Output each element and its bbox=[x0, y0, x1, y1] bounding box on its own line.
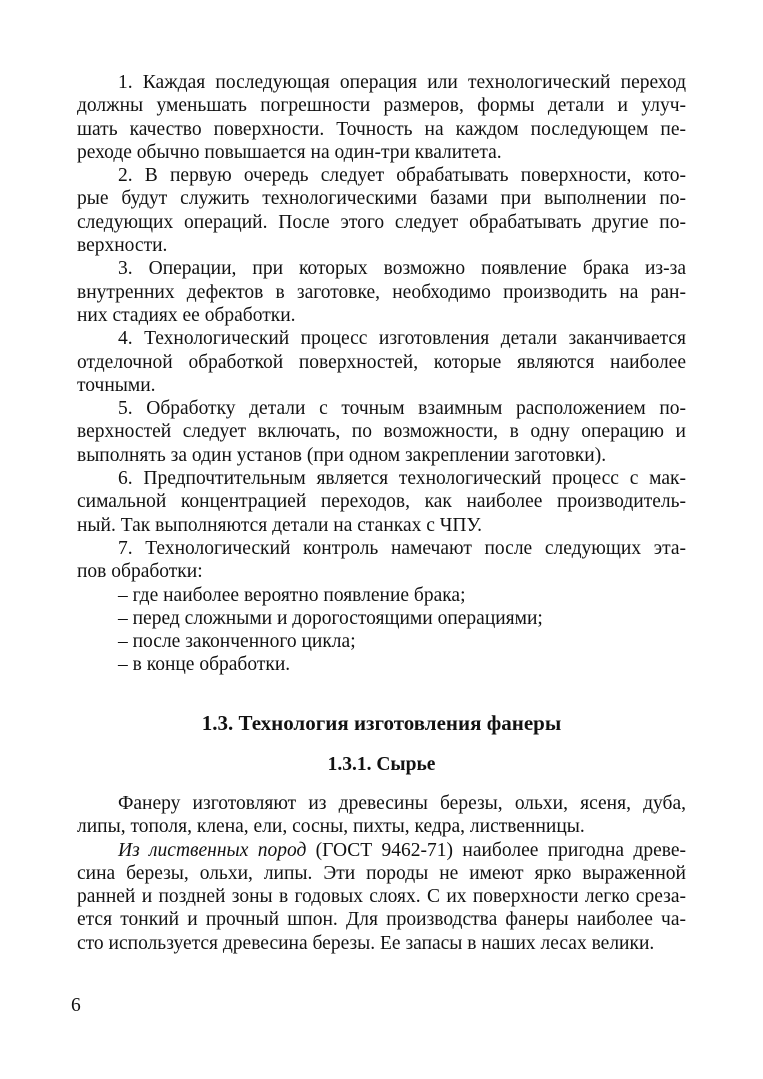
text-line: 6. Предпочтительным является технологический процесс с мак- bbox=[118, 468, 686, 490]
text-line: верхностей следует включать, по возможности, в одну операцию и bbox=[77, 421, 686, 443]
list-item: – перед сложными и дорогостоящими операциями; bbox=[118, 607, 543, 629]
text-line: точными. bbox=[77, 374, 156, 396]
italic-term: Из лиственных пород bbox=[118, 839, 307, 861]
technology-rules-list bbox=[77, 71, 686, 677]
text-line: шать качество поверхности. Точность на каждом последующем пе- bbox=[77, 118, 686, 140]
text-line: реходе обычно повышается на один-три квалитета. bbox=[77, 141, 502, 163]
text-line: выполнять за один установ (при одном закреплении заготовки). bbox=[77, 444, 607, 466]
subsection-heading: 1.3.1. Сырье bbox=[327, 754, 436, 775]
text-line: сина березы, ольхи, липы. Эти породы не имеют ярко выраженной bbox=[77, 862, 686, 884]
list-item: – в конце обработки. bbox=[118, 654, 291, 676]
list-item: – где наиболее вероятно появление брака; bbox=[118, 584, 466, 606]
list-item: – после законченного цикла; bbox=[118, 631, 356, 653]
text-line: ранней и поздней зоны в годовых слоях. С их поверхности легко среза- bbox=[77, 886, 686, 908]
text-line: ный. Так выполняются детали на станках с ЧПУ. bbox=[77, 514, 483, 536]
text-line: 1. Каждая последующая операция или технологический переход bbox=[118, 72, 686, 93]
raw-materials-text bbox=[77, 792, 686, 955]
text-line: внутренних дефектов в заготовке, необходимо производить на ран- bbox=[77, 281, 686, 303]
text-line: Фанеру изготовляют из древесины березы, ольхи, ясеня, дуба, bbox=[118, 793, 686, 814]
text-line: должны уменьшать погрешности размеров, формы детали и улуч- bbox=[77, 95, 686, 117]
text-line: отделочной обработкой поверхностей, которые являются наиболее bbox=[77, 351, 686, 373]
text-line: следующих операций. После этого следует обрабатывать другие по- bbox=[77, 211, 686, 233]
text-line: верхности. bbox=[77, 235, 168, 257]
text-line: 7. Технологический контроль намечают после следующих эта- bbox=[118, 537, 686, 559]
text-line: 4. Технологический процесс изготовления детали заканчивается bbox=[118, 328, 686, 350]
text-line: них стадиях ее обработки. bbox=[77, 304, 296, 326]
text-line: пов обработки: bbox=[77, 561, 203, 583]
page-number: 6 bbox=[71, 995, 81, 1016]
text-line: 2. В первую очередь следует обрабатывать поверхности, кото- bbox=[118, 165, 686, 187]
text-line bbox=[77, 839, 686, 862]
text-line: 3. Операции, при которых возможно появление брака из-за bbox=[118, 258, 686, 280]
text-line: липы, тополя, клена, ели, сосны, пихты, кедра, лиственницы. bbox=[77, 816, 585, 838]
text-line: 5. Обработку детали с точным взаимным расположением по- bbox=[118, 398, 686, 420]
text-line: симальной концентрацией переходов, как наиболее производитель- bbox=[77, 491, 686, 513]
text-line: рые будут служить технологическими базами при выполнении по- bbox=[77, 188, 686, 210]
section-heading: 1.3. Технология изготовления фанеры bbox=[201, 711, 562, 735]
text-run: (ГОСТ 9462-71) наиболее пригодна древе- bbox=[306, 839, 686, 861]
text-line: ется тонкий и прочный шпон. Для производства фанеры наиболее ча- bbox=[77, 909, 686, 931]
text-line: сто используется древесина березы. Ее запасы в наших лесах велики. bbox=[77, 932, 655, 954]
